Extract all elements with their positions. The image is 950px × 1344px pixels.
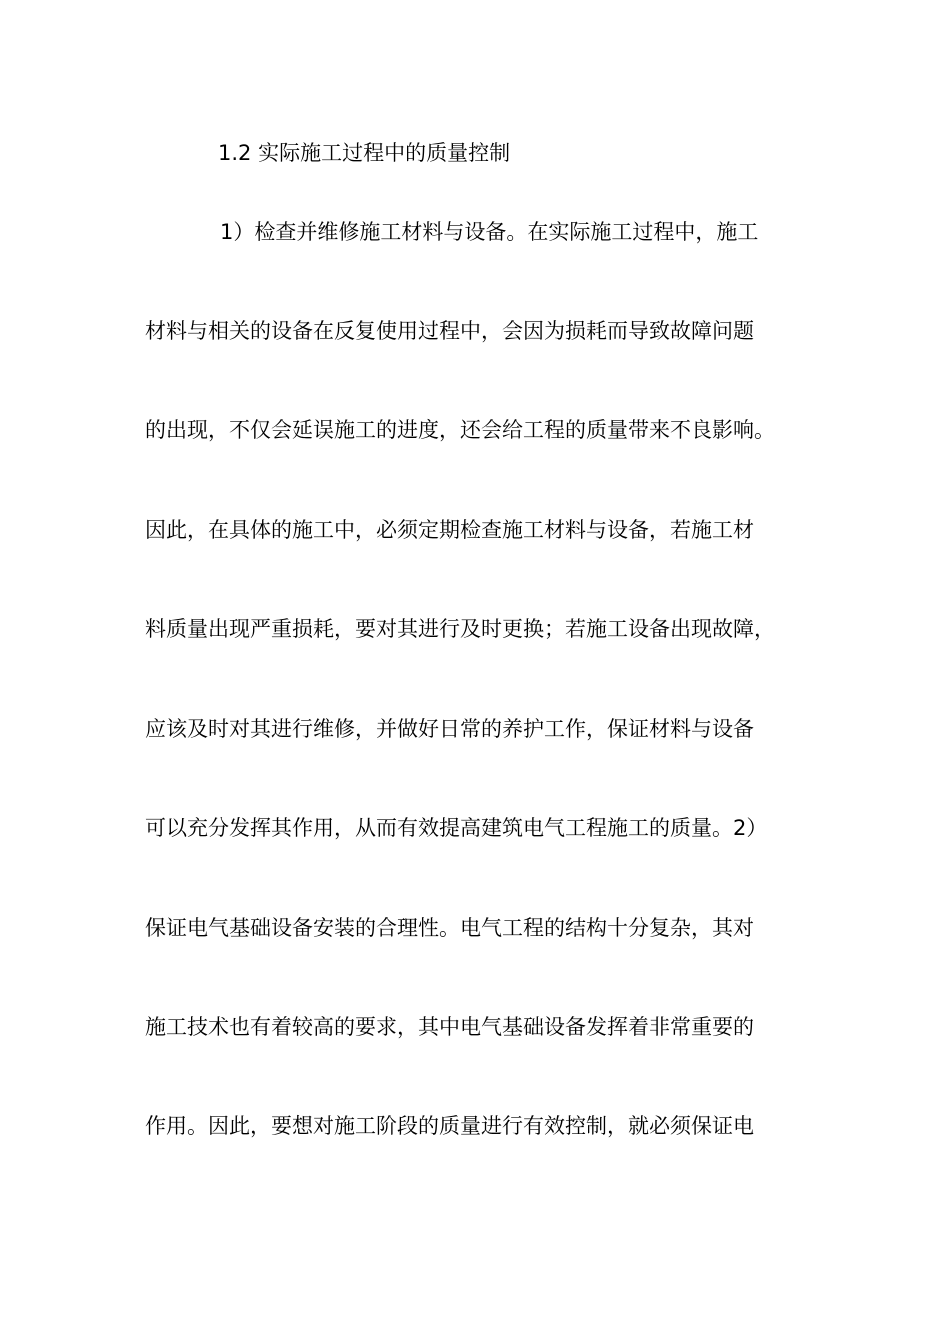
paragraph-line: 可以充分发挥其作用，从而有效提高建筑电气工程施工的质量。2） bbox=[145, 816, 768, 840]
paragraph-line: 作用。因此，要想对施工阶段的质量进行有效控制，就必须保证电 bbox=[145, 1114, 754, 1138]
paragraph-line: 料质量出现严重损耗，要对其进行及时更换；若施工设备出现故障， bbox=[145, 617, 775, 641]
section-heading: 1.2 实际施工过程中的质量控制 bbox=[218, 141, 511, 165]
paragraph-line: 材料与相关的设备在反复使用过程中，会因为损耗而导致故障问题 bbox=[145, 319, 754, 343]
paragraph-line: 1）检查并维修施工材料与设备。在实际施工过程中，施工 bbox=[220, 220, 759, 244]
paragraph-line: 保证电气基础设备安装的合理性。电气工程的结构十分复杂，其对 bbox=[145, 916, 754, 940]
paragraph-line: 的出现，不仅会延误施工的进度，还会给工程的质量带来不良影响。 bbox=[145, 418, 775, 442]
paragraph-line: 因此，在具体的施工中，必须定期检查施工材料与设备，若施工材 bbox=[145, 518, 754, 542]
paragraph-line: 应该及时对其进行维修，并做好日常的养护工作，保证材料与设备 bbox=[145, 717, 754, 741]
paragraph-line: 施工技术也有着较高的要求，其中电气基础设备发挥着非常重要的 bbox=[145, 1015, 754, 1039]
